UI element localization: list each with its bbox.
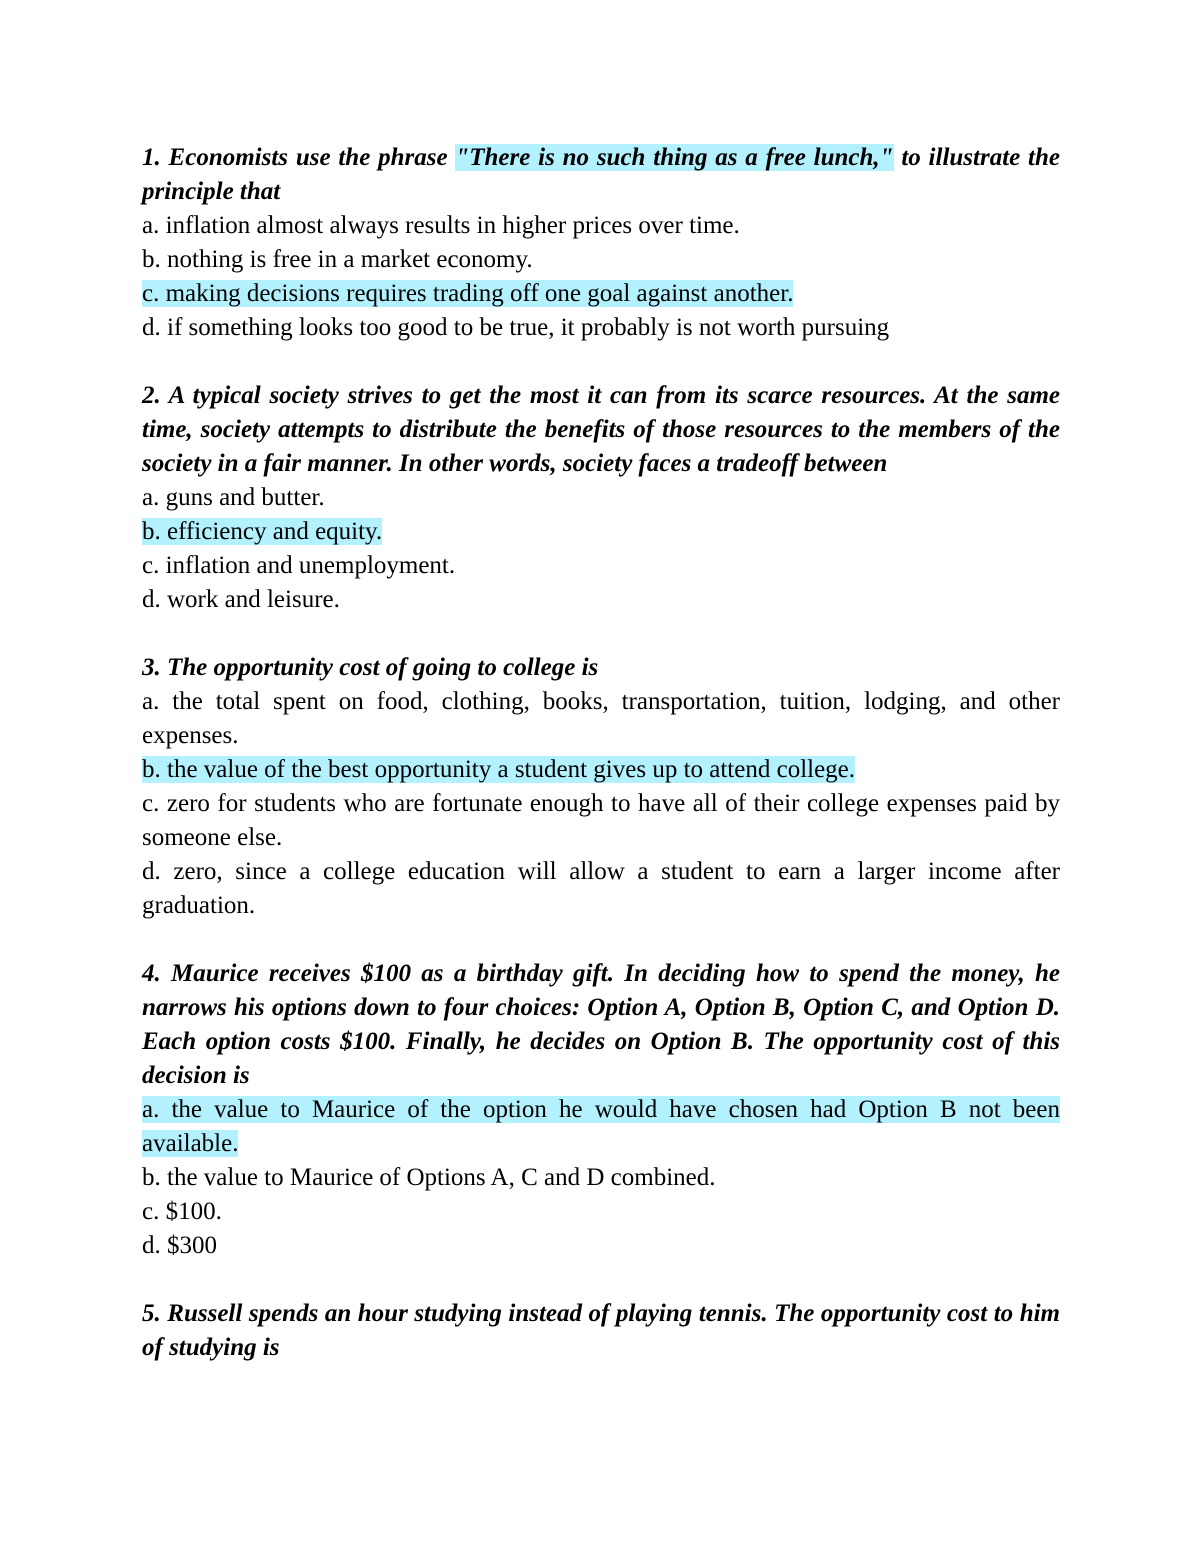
answer-option xyxy=(142,549,1060,583)
question-stem: 4. Maurice receives $100 as a birthday gift. In deciding how to spend the money, he narrows his options down to four choices: Option A, Option B, Option C, and Option D. Each option costs $100. Finally, he decides on Option B. The opportunity cost of this decision is xyxy=(142,960,1060,1089)
option-text: c. zero for students who are fortunate enough to have all of their college expenses paid by someone else. xyxy=(142,790,1060,851)
answer-option xyxy=(142,685,1060,753)
option-text: d. $300 xyxy=(142,1232,217,1259)
answer-option xyxy=(142,583,1060,617)
answer-option xyxy=(142,1161,1060,1195)
option-text: d. if something looks too good to be true, it probably is not worth pursuing xyxy=(142,314,890,341)
answer-option-highlighted xyxy=(142,753,1060,787)
answer-option xyxy=(142,787,1060,855)
question-2 xyxy=(142,379,1060,617)
option-text: b. nothing is free in a market economy. xyxy=(142,246,533,273)
answer-option xyxy=(142,243,1060,277)
option-text: c. $100. xyxy=(142,1198,222,1225)
answer-option xyxy=(142,855,1060,923)
stem-text: to illustrate the principle that xyxy=(142,144,1060,205)
question-3 xyxy=(142,651,1060,923)
question-stem: 2. A typical society strives to get the most it can from its scarce resources. At the same time, society attempts to distribute the benefits of those resources to the members of the society in a fair manner. In other words, society faces a tradeoff between xyxy=(142,382,1060,477)
option-text: b. the value to Maurice of Options A, C and D combined. xyxy=(142,1164,716,1191)
option-text: d. work and leisure. xyxy=(142,586,340,613)
option-text: d. zero, since a college education will allow a student to earn a larger income after graduation. xyxy=(142,858,1060,919)
option-text: c. inflation and unemployment. xyxy=(142,552,456,579)
question-stem xyxy=(142,141,1060,209)
answer-option-highlighted xyxy=(142,1093,1060,1161)
question-4 xyxy=(142,957,1060,1263)
option-text: a. the value to Maurice of the option he would have chosen had Option B not been available. xyxy=(142,1096,1060,1157)
question-stem: 5. Russell spends an hour studying instead of playing tennis. The opportunity cost to him of studying is xyxy=(142,1300,1060,1361)
option-text: b. efficiency and equity. xyxy=(142,518,383,545)
option-text: c. making decisions requires trading off one goal against another. xyxy=(142,280,794,307)
answer-option-highlighted xyxy=(142,515,1060,549)
answer-option xyxy=(142,481,1060,515)
answer-option xyxy=(142,311,1060,345)
answer-option xyxy=(142,209,1060,243)
question-5 xyxy=(142,1297,1060,1365)
answer-option xyxy=(142,1195,1060,1229)
question-1 xyxy=(142,141,1060,345)
question-stem: 3. The opportunity cost of going to college is xyxy=(142,654,599,681)
option-text: b. the value of the best opportunity a student gives up to attend college. xyxy=(142,756,856,783)
answer-option xyxy=(142,1229,1060,1263)
stem-highlight: "There is no such thing as a free lunch," xyxy=(455,144,894,171)
option-text: a. inflation almost always results in higher prices over time. xyxy=(142,212,740,239)
answer-option-highlighted xyxy=(142,277,1060,311)
option-text: a. guns and butter. xyxy=(142,484,325,511)
option-text: a. the total spent on food, clothing, books, transportation, tuition, lodging, and other expenses. xyxy=(142,688,1060,749)
stem-text: 1. Economists use the phrase xyxy=(142,144,456,171)
document-page xyxy=(142,141,1060,1399)
